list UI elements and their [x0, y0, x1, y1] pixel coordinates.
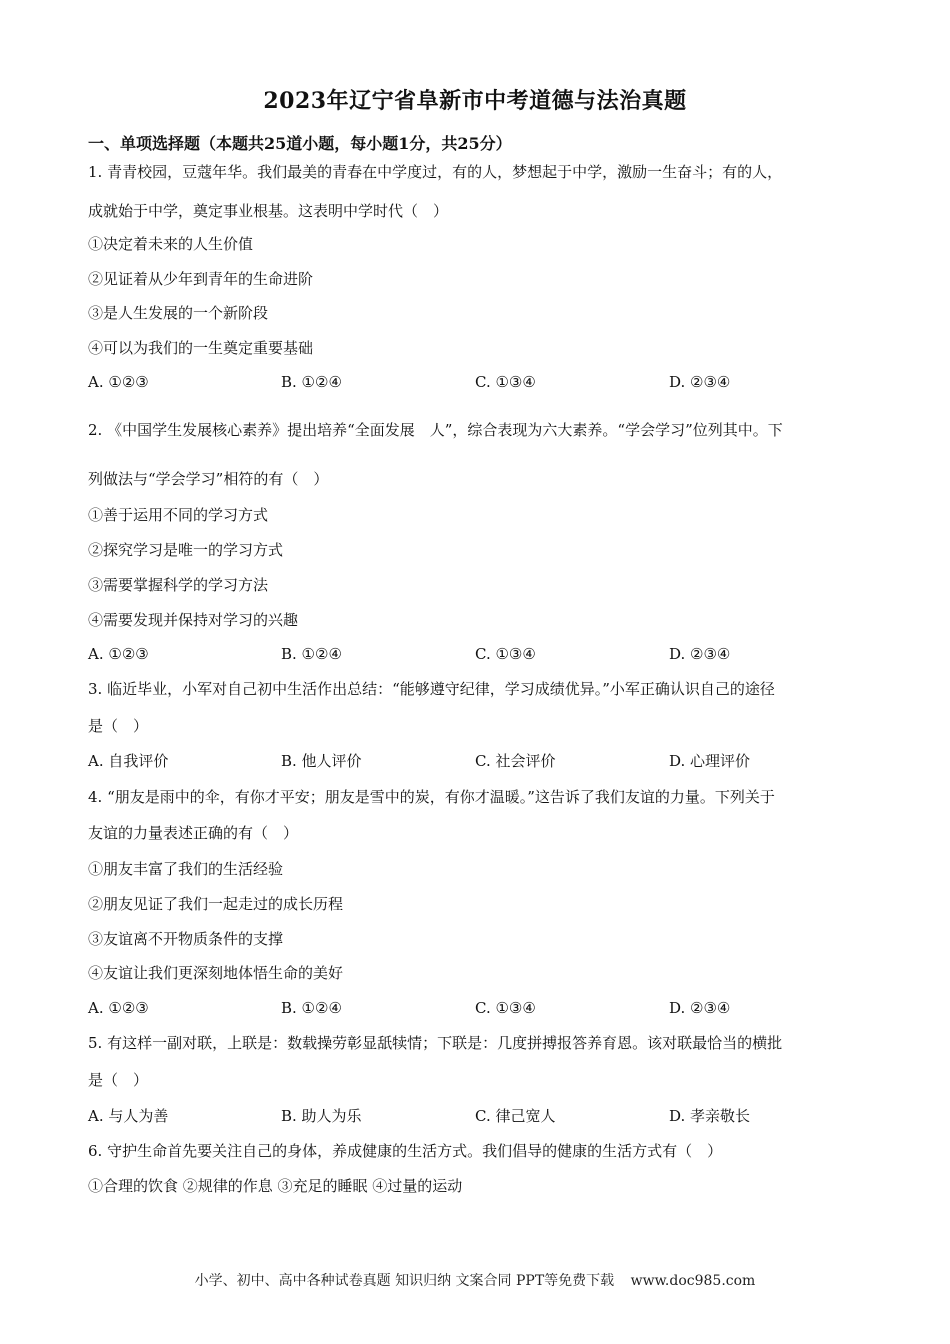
footer-text: 小学、初中、高中各种试卷真题 知识归纳 文案合同 PPT等免费下载	[194, 1273, 615, 1289]
statement-item: ①合理的饮食 ②规律的作息 ③充足的睡眠 ④过量的运动	[88, 1177, 463, 1195]
statement-item: ③友谊离不开物质条件的支撑	[88, 930, 284, 948]
option-d: D. 心理评价	[669, 752, 751, 770]
footer-url[interactable]: www.doc985.com	[630, 1273, 756, 1289]
option-b: B. ①②④	[281, 373, 342, 391]
option-d: D. ②③④	[669, 999, 731, 1017]
option-b: B. ①②④	[281, 645, 342, 663]
statement-item: ③是人生发展的一个新阶段	[88, 304, 269, 322]
statement-item: ②朋友见证了我们一起走过的成长历程	[88, 895, 344, 913]
statement-item: ①决定着未来的人生价值	[88, 235, 254, 253]
question-stem-line: 4. “朋友是雨中的伞，有你才平安；朋友是雪中的炭，有你才温暖。”这告诉了我们友谊的力量。下列关于	[88, 788, 775, 806]
question-stem-line: 3. 临近毕业，小军对自己初中生活作出总结：“能够遵守纪律，学习成绩优异。”小军正确认识自己的途径	[88, 680, 775, 698]
option-c: C. ①③④	[475, 645, 536, 663]
page-footer	[0, 1270, 950, 1290]
option-a: A. ①②③	[88, 373, 149, 391]
option-a: A. ①②③	[88, 999, 149, 1017]
statement-item: ②探究学习是唯一的学习方式	[88, 541, 284, 559]
statement-item: ①朋友丰富了我们的生活经验	[88, 860, 284, 878]
option-b: B. 他人评价	[281, 752, 362, 770]
question-stem-line: 5. 有这样一副对联，上联是：数载操劳彰显舐犊情；下联是：几度拼搏报答养育恩。该对联最恰当的横批	[88, 1034, 783, 1052]
section-heading: 一、单项选择题（本题共25道小题，每小题1分，共25分）	[88, 134, 512, 153]
option-a: A. 自我评价	[88, 752, 169, 770]
option-a: A. 与人为善	[88, 1107, 169, 1125]
statement-item: ③需要掌握科学的学习方法	[88, 576, 269, 594]
question-stem-line: 6. 守护生命首先要关注自己的身体，养成健康的生活方式。我们倡导的健康的生活方式有（ ）	[88, 1142, 723, 1160]
question-stem-line: 成就始于中学，奠定事业根基。这表明中学时代（ ）	[88, 202, 449, 220]
statement-item: ②见证着从少年到青年的生命进阶	[88, 270, 314, 288]
question-stem-line: 2. 《中国学生发展核心素养》提出培养“全面发展 人”，综合表现为六大素养。“学会学习”位列其中。下	[88, 421, 783, 439]
question-stem-line: 友谊的力量表述正确的有（ ）	[88, 824, 299, 842]
question-stem-line: 是（ ）	[88, 717, 149, 735]
statement-item: ④友谊让我们更深刻地体悟生命的美好	[88, 964, 344, 982]
option-b: B. ①②④	[281, 999, 342, 1017]
option-c: C. 律己宽人	[475, 1107, 556, 1125]
option-d: D. ②③④	[669, 373, 731, 391]
option-c: C. 社会评价	[475, 752, 556, 770]
option-b: B. 助人为乐	[281, 1107, 362, 1125]
question-stem-line: 是（ ）	[88, 1071, 149, 1089]
statement-item: ④可以为我们的一生奠定重要基础	[88, 339, 314, 357]
question-stem-line: 列做法与“学会学习”相符的有（ ）	[88, 470, 329, 488]
statement-item: ④需要发现并保持对学习的兴趣	[88, 611, 299, 629]
option-a: A. ①②③	[88, 645, 149, 663]
question-stem-line: 1. 青青校园，豆蔻年华。我们最美的青春在中学度过，有的人，梦想起于中学，激励一生奋斗；有的人，	[88, 163, 783, 181]
option-c: C. ①③④	[475, 373, 536, 391]
page-title: 2023年辽宁省阜新市中考道德与法治真题	[263, 88, 687, 114]
option-d: D. ②③④	[669, 645, 731, 663]
option-d: D. 孝亲敬长	[669, 1107, 751, 1125]
option-c: C. ①③④	[475, 999, 536, 1017]
statement-item: ①善于运用不同的学习方式	[88, 506, 269, 524]
